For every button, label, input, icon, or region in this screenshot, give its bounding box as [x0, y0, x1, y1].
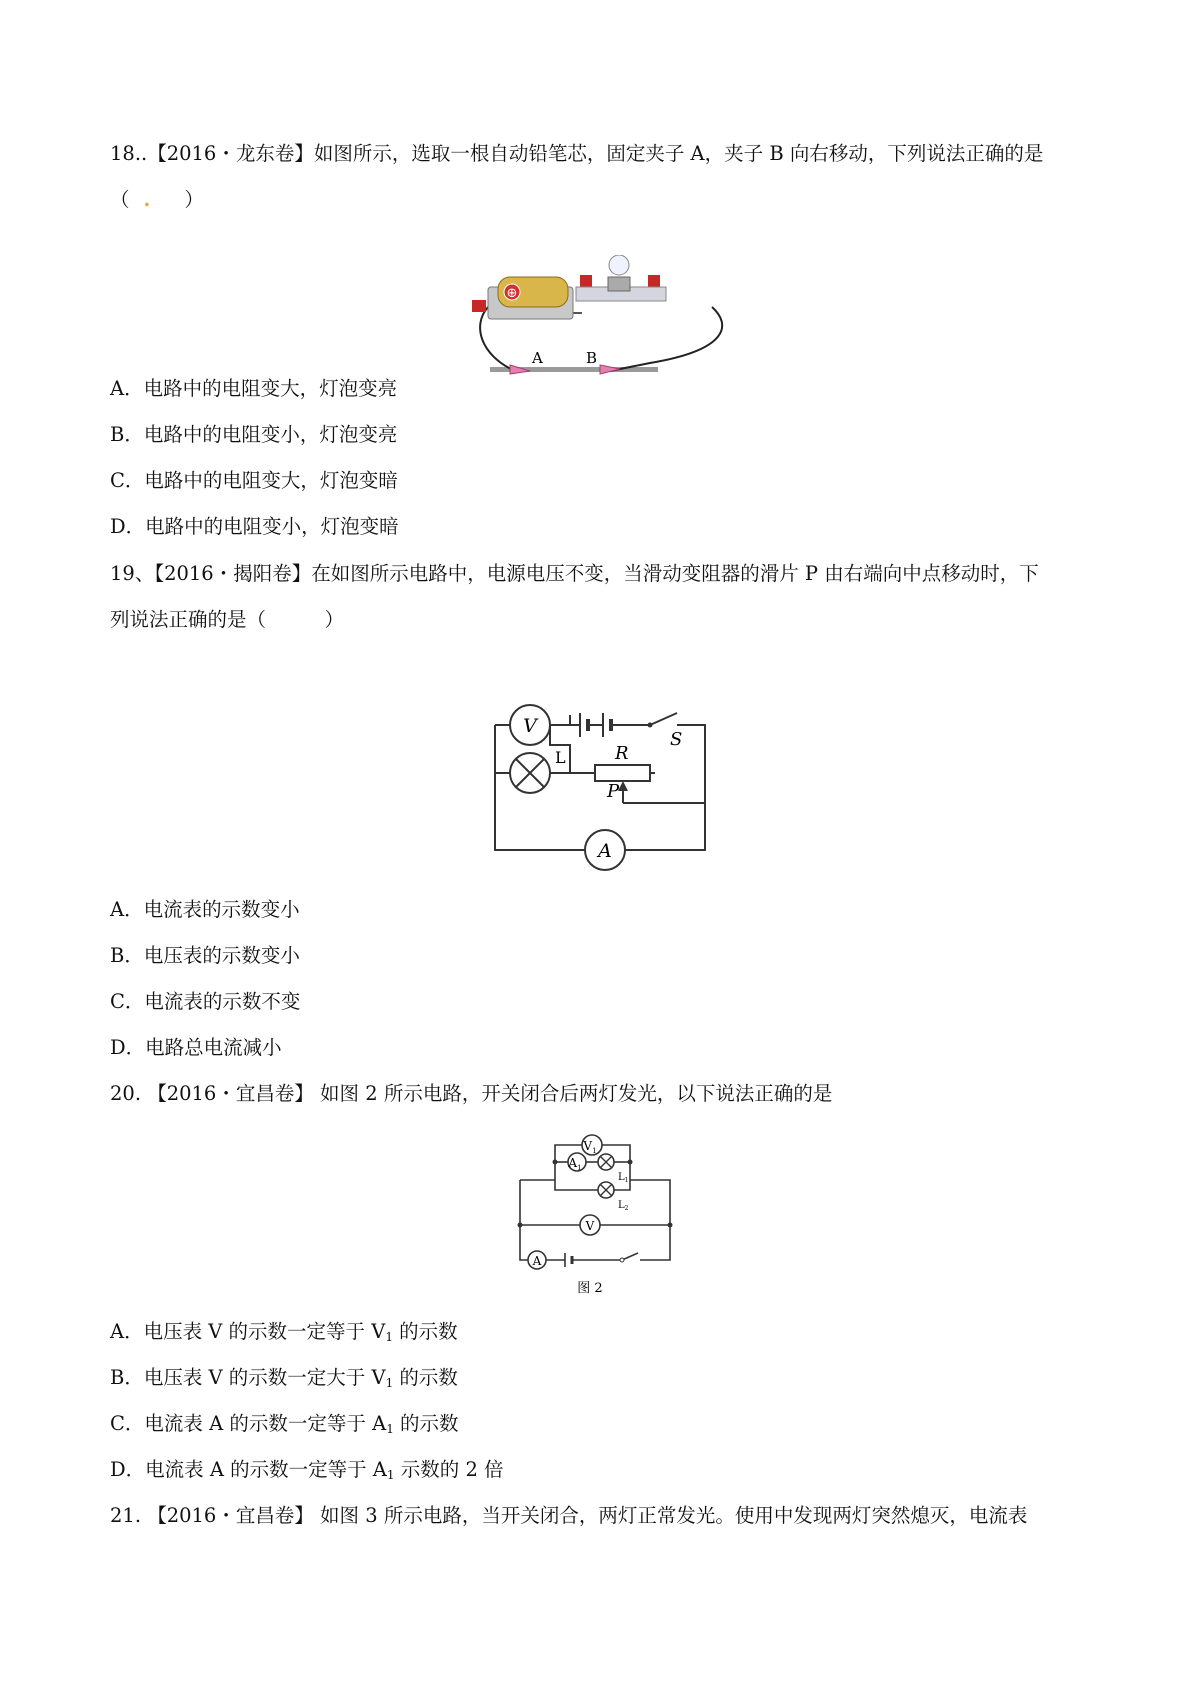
q18-stem-line1: 18..【2016・龙东卷】如图所示，选取一根自动铅笔芯，固定夹子 A，夹子 B 向右移动，下列说法正确的是: [110, 142, 1044, 165]
q20-figure-parallel-lamps-circuit: [510, 1130, 690, 1300]
wire-right-bottom: [625, 803, 705, 850]
q18-figure-battery-lamp-circuit: [470, 255, 740, 385]
clip-b-icon: [600, 365, 620, 374]
clip-a-label: A: [532, 349, 543, 367]
voltmeter-label: V: [523, 715, 537, 737]
wire-v-right: [550, 715, 570, 725]
svg-text:L2: [618, 1200, 629, 1212]
q20-option-c: [110, 1410, 459, 1443]
q20-stem-line1: 20. 【2016・宜昌卷】 如图 2 所示电路，开关闭合后两灯发光，以下说法正确的是: [110, 1082, 833, 1105]
q18-stem-line2: [110, 186, 204, 214]
switch-label: S: [670, 729, 683, 750]
switch-blade: [650, 713, 677, 725]
q20-option-b: [110, 1364, 458, 1397]
q20-option-d-post: 示数的 2 倍: [394, 1458, 504, 1481]
q20-option-a-text: A．电压表 V 的示数一定等于 V: [110, 1320, 386, 1343]
q20-option-b-text: B．电压表 V 的示数一定大于 V: [110, 1366, 386, 1389]
clip-b-label: B: [586, 349, 598, 367]
a-label: A: [532, 1254, 542, 1268]
q20-option-a-post: 的示数: [392, 1320, 458, 1343]
l2-sub: 2: [624, 1205, 629, 1212]
q19-figure-sliding-rheostat-circuit: [485, 695, 715, 875]
q18-paren-close: ）: [184, 188, 204, 211]
wire-right: [610, 307, 722, 371]
terminal-left: [472, 300, 486, 312]
q19-option-c: C．电流表的示数不变: [110, 990, 301, 1013]
a1-label: A: [568, 1156, 578, 1170]
slider-label: P: [607, 781, 620, 802]
q20-option-d: [110, 1456, 504, 1489]
q20-option-c-post: 的示数: [393, 1412, 459, 1435]
q21-stem-line1: 21. 【2016・宜昌卷】 如图 3 所示电路，当开关闭合，两灯正常发光。使用中发现两灯突然熄灭，电流表: [110, 1504, 1028, 1527]
node-right: [628, 1160, 633, 1165]
node-v-left: [518, 1223, 523, 1228]
svg-text:L1: [618, 1172, 628, 1184]
switch-pivot: [648, 723, 653, 728]
q20-option-c-sub: 1: [386, 1422, 394, 1436]
lamp-bulb-icon: [609, 255, 629, 275]
v-label: V: [585, 1219, 595, 1233]
lamp-socket: [608, 277, 630, 291]
q20-option-d-sub: 1: [386, 1468, 395, 1482]
q18-answer-mark: .: [143, 188, 151, 211]
ammeter-label: A: [598, 840, 612, 862]
q18-option-c: C．电路中的电阻变大，灯泡变暗: [110, 469, 398, 492]
q19-option-a: A．电流表的示数变小: [110, 898, 300, 921]
figure-caption: 图 2: [577, 1281, 603, 1296]
q20-option-a-sub: 1: [385, 1330, 393, 1344]
a1-sub: 1: [577, 1164, 582, 1172]
q18-paren-open: （: [110, 188, 130, 211]
node-left: [553, 1160, 558, 1165]
v1-sub: 1: [592, 1147, 597, 1155]
q18-option-b: B．电路中的电阻变小，灯泡变亮: [110, 423, 398, 446]
lamp-label: L: [555, 748, 566, 767]
l2-label: L: [618, 1200, 625, 1211]
l1-sub: 1: [624, 1177, 629, 1184]
q20-option-c-text: C．电流表 A 的示数一定等于 A: [110, 1412, 387, 1435]
q19-stem-line2: 列说法正确的是（ ）: [110, 608, 345, 631]
q18-option-d: D．电路中的电阻变小，灯泡变暗: [110, 515, 399, 538]
q20-option-b-sub: 1: [385, 1376, 394, 1390]
q19-option-b: B．电压表的示数变小: [110, 944, 300, 967]
q20-option-b-post: 的示数: [393, 1366, 458, 1389]
l1-label: L: [618, 1172, 625, 1183]
slider-arrowhead-icon: [618, 781, 628, 791]
rheostat-label: R: [615, 743, 629, 764]
switch-pivot: [620, 1258, 624, 1262]
q19-stem-line1: 19、【2016・揭阳卷】在如图所示电路中，电源电压不变，当滑动变阻器的滑片 P 由右端向中点移动时，下: [110, 562, 1039, 585]
q20-option-a: [110, 1318, 458, 1351]
q20-option-d-text: D．电流表 A 的示数一定等于 A: [110, 1458, 387, 1481]
q18-option-a: A．电路中的电阻变大，灯泡变亮: [110, 377, 398, 400]
battery-plus-label: ⊕: [506, 286, 518, 301]
node-v-right: [668, 1223, 673, 1228]
rheostat-r: [595, 765, 650, 781]
v1-label: V: [583, 1139, 593, 1153]
q19-option-d: D．电路总电流减小: [110, 1036, 282, 1059]
